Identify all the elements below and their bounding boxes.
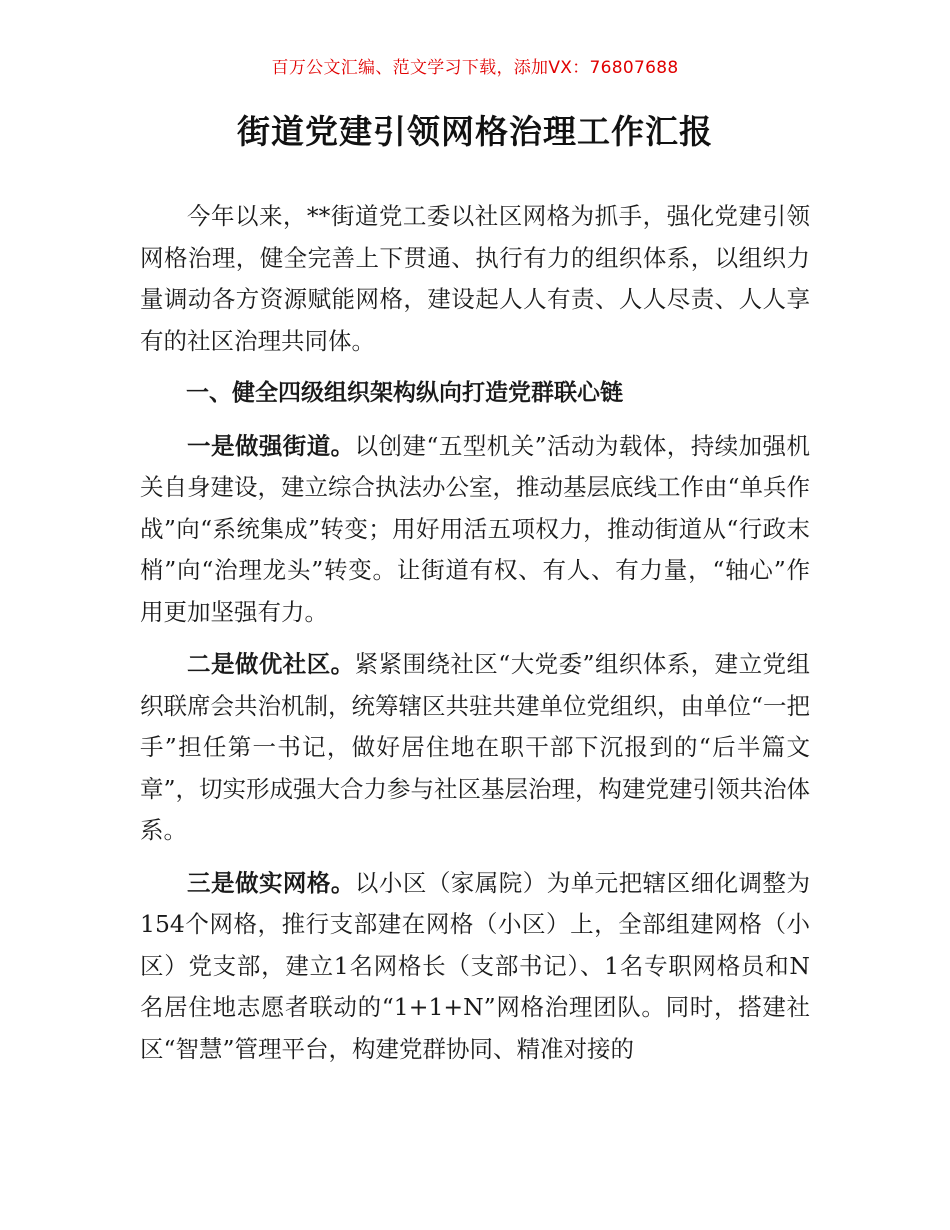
document-body: [140, 196, 810, 1081]
intro-paragraph: 今年以来，**街道党工委以社区网格为抓手，强化党建引领网格治理，健全完善上下贯通、执行有力的组织体系，以组织力量调动各方资源赋能网格，建设起人人有责、人人尽责、人人享有的社区治理共同体。: [140, 202, 810, 355]
body-paragraph: [140, 863, 810, 1071]
paragraph-lead: 三是做实网格。: [187, 868, 355, 897]
paragraph-text: 紧紧围绕社区“大党委”组织体系，建立党组织联席会共治机制，统筹辖区共驻共建单位党组织，由单位“一把手”担任第一书记，做好居住地在职干部下沉报到的“后半篇文章”，切实形成强大合力参与社区基层治理，构建党建引领共治体系。: [140, 650, 811, 844]
body-paragraph: [140, 644, 810, 852]
paragraph-lead: 二是做优社区。: [187, 650, 355, 678]
paragraph-text: 以创建“五型机关”活动为载体，持续加强机关自身建设，建立综合执法办公室，推动基层底线工作由“单兵作战”向“系统集成”转变；用好用活五项权力，推动街道从“行政末梢”向“治理龙头”转变。让街道有权、有人、有力量，“轴心”作用更加坚强有力。: [140, 431, 811, 626]
section-heading: 一、健全四级组织架构纵向打造党群联心链: [186, 380, 623, 406]
paragraph-text: 以小区（家属院）为单元把辖区细化调整为154个网格，推行支部建在网格（小区）上，全部组建网格（小区）党支部，建立1名网格长（支部书记）、1名专职网格员和N名居住地志愿者联动的“1+1+N”网格治理团队。同时，搭建社区“智慧”管理平台，构建党群协同、精准对接的: [140, 868, 811, 1063]
document-title: 街道党建引领网格治理工作汇报: [237, 112, 713, 151]
watermark-banner: 百万公文汇编、范文学习下载，添加VX：76807688: [271, 58, 679, 78]
body-paragraph: [140, 426, 810, 634]
paragraph-lead: 一是做强街道。: [187, 431, 355, 460]
